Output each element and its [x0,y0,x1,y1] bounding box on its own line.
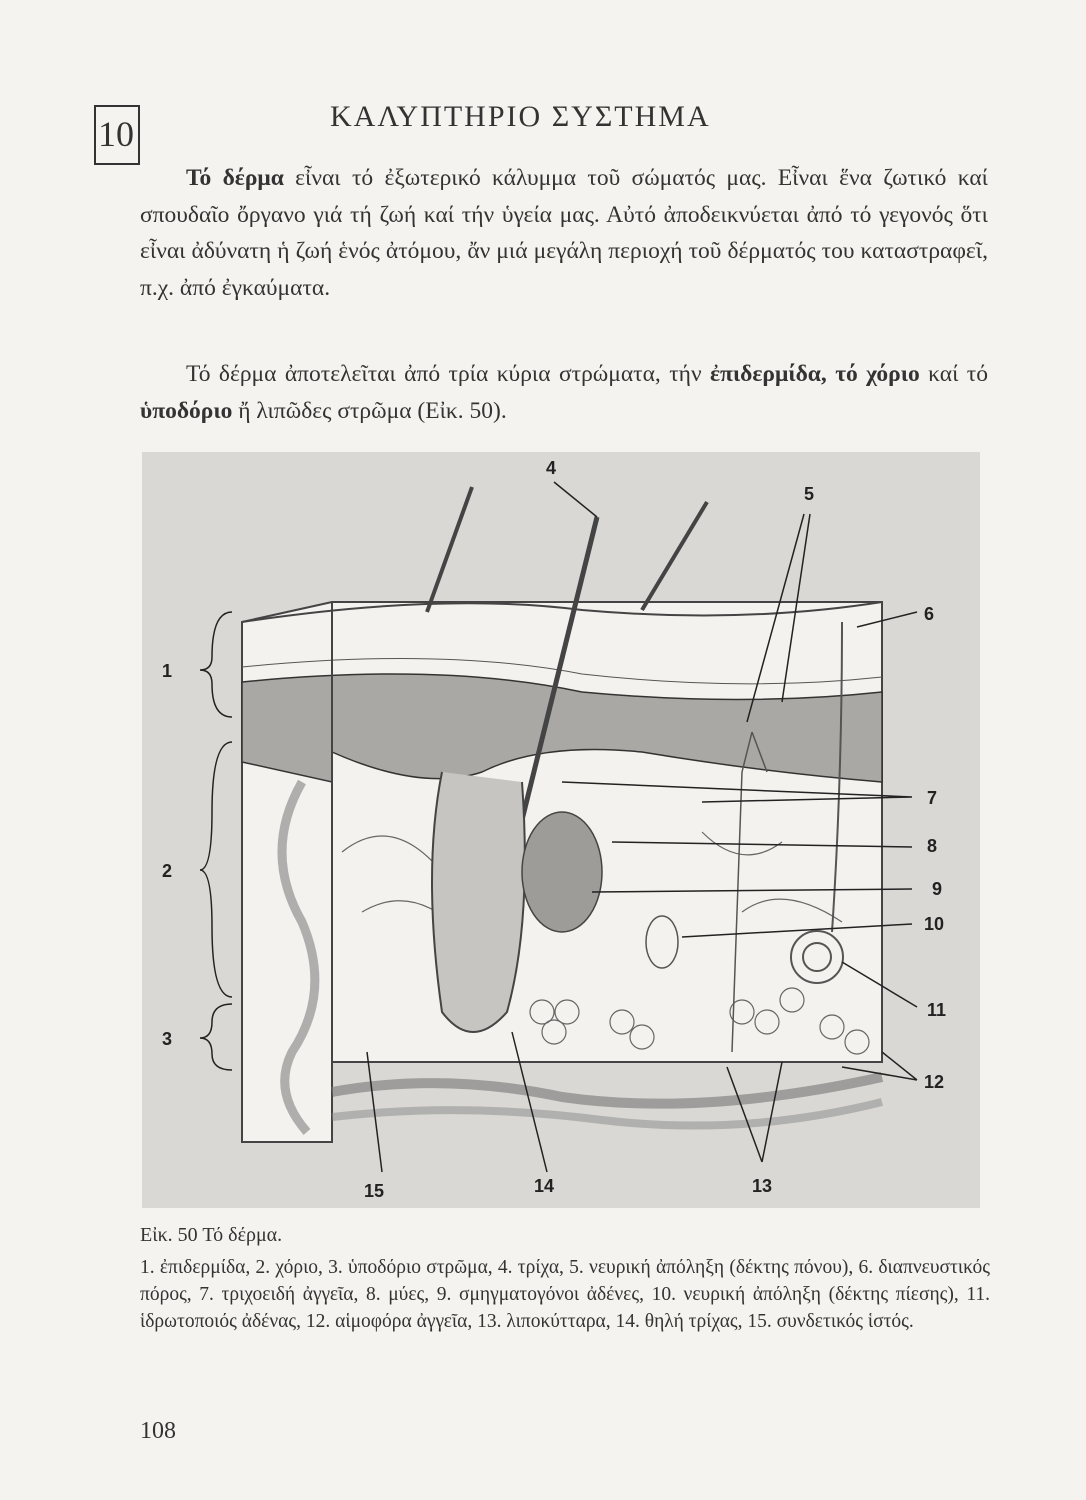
label-6: 6 [924,604,935,624]
paragraph-2-text-c: ἤ λιπῶδες στρῶμα (Εἰκ. 50). [232,397,507,424]
paragraph-2 [140,356,988,429]
figure-caption-title: Εἰκ. 50 Τό δέρμα. [140,1224,283,1246]
chapter-number: 10 [98,114,134,154]
label-11: 11 [927,1000,947,1020]
label-2: 2 [162,861,173,881]
label-12: 12 [924,1072,945,1092]
term-epidermis-dermis: ἐπιδερμίδα, τό χόριο [709,361,920,387]
label-9: 9 [932,879,943,899]
paragraph-1-text: εἶναι τό ἐξωτερικό κάλυμμα τοῦ σώματός μας. Εἶναι ἕνα ζωτικό καί σπουδαῖο ὄργανο γιά τή ζωή καί τήν ὑγεία μας. Αὐτό ἀποδεικνύεται ἀπό τό γεγονός ὅτι εἶναι ἀδύνατη ἡ ζωή ἑνός ἀτόμου, ἄν μιά μεγάλη περιοχή τοῦ δέρματός του καταστραφεῖ, π.χ. ἀπό ἐγκαύματα. [140,165,988,301]
label-3: 3 [162,1029,173,1049]
page-number: 108 [140,1418,176,1444]
label-13: 13 [752,1176,773,1196]
chapter-title: ΚΑΛΥΠΤΗΡΙΟ ΣΥΣΤΗΜΑ [330,100,711,133]
label-4: 4 [546,458,557,478]
label-10: 10 [924,914,945,934]
label-14: 14 [534,1176,555,1196]
label-8: 8 [927,836,938,856]
skin-cross-section-figure [142,452,980,1208]
paragraph-1 [140,160,988,306]
paragraph-2-text-a: Τό δέρμα ἀποτελεῖται ἀπό τρία κύρια στρώματα, τήν [186,361,710,387]
label-1: 1 [162,661,173,681]
label-15: 15 [364,1181,385,1201]
term-hypodermis: ὑποδόριο [140,397,233,424]
paragraph-2-text-b: καί τό [919,361,989,387]
label-5: 5 [804,484,815,504]
label-7: 7 [927,788,938,808]
figure-caption-legend: 1. ἐπιδερμίδα, 2. χόριο, 3. ὑποδόριο στρῶμα, 4. τρίχα, 5. νευρική ἀπόληξη (δέκτης πόνου), 6. διαπνευστικός πόρος, 7. τριχοειδή ἀγγεῖα, 8. μύες, 9. σμηγματογόνοι ἀδένες, 10. νευρική ἀπόληξη (δέκτης πίεσης), 11. ἱδρωτοποιός ἀδένας, 12. αἱμοφόρα ἀγγεῖα, 13. λιποκύτταρα, 14. θηλή τρίχας, 15. συνδετικός ἱστός. [140,1257,990,1332]
term-skin: Τό δέρμα [186,165,284,191]
